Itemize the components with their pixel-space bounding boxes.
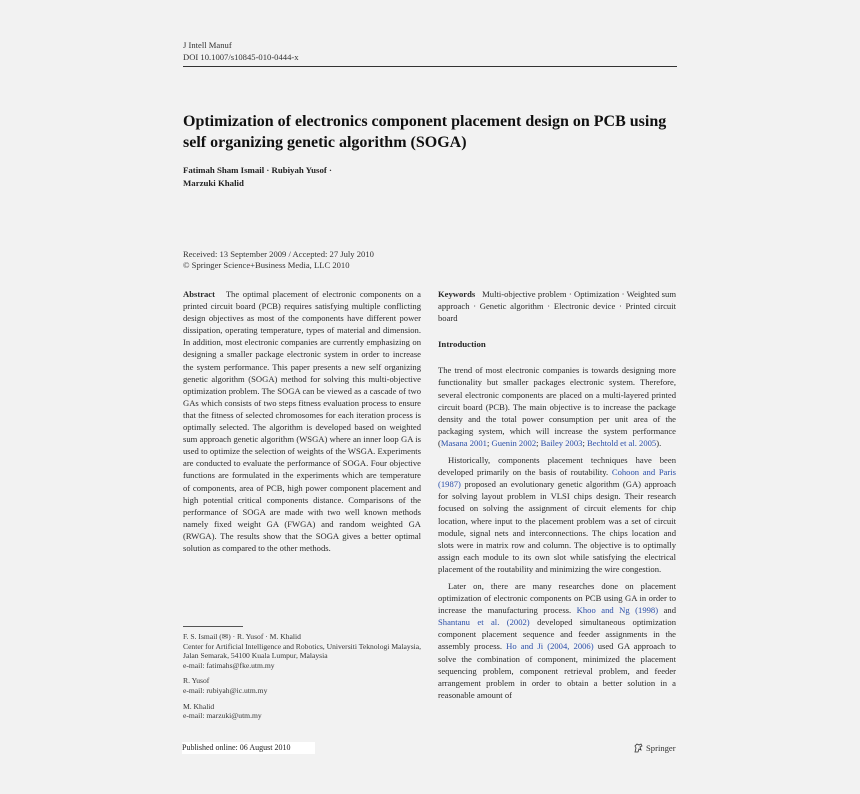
authors-line-2: Marzuki Khalid [183, 178, 244, 188]
publisher-name: Springer [646, 743, 676, 753]
affil-email-1: e-mail: fatimahs@fke.utm.my [183, 660, 275, 670]
affil-name-2: R. Yusof [183, 676, 210, 686]
affil-center: Center for Artificial Intelligence and Robotics, Universiti Teknologi Malaysia, Jalan Semarak, 54100 Kuala Lumpur, Malaysia [183, 641, 422, 661]
affiliations [183, 632, 428, 727]
citation-link[interactable]: Shantanu et al. (2002) [438, 617, 530, 628]
author-list [183, 164, 332, 190]
intro-paragraph-1: The trend of most electronic companies is towards designing more functionality but smaller packages electronic system. Therefore, several electronic components are placed on a multi-layered printed circuit board (PCB). The main objective is to increase the package density and the total power consumption per unit area of the packaging system, which will increase the system performance (Masana 2001; Guenin 2002; Bailey 2003; Bechtold et al. 2005). [438, 365, 676, 448]
publisher-mark [634, 742, 676, 754]
affil-email-2: e-mail: rubiyah@ic.utm.my [183, 685, 268, 695]
doi: DOI 10.1007/s10845-010-0444-x [183, 52, 299, 62]
keywords-label: Keywords [438, 289, 476, 299]
copyright: © Springer Science+Business Media, LLC 2010 [183, 260, 350, 270]
citation-link[interactable]: Bailey 2003 [540, 437, 583, 448]
abstract [183, 288, 421, 554]
received-accepted: Received: 13 September 2009 / Accepted: 27 July 2010 [183, 249, 374, 259]
intro-paragraph-2: Historically, components placement techniques have been developed primarily on the basis of routability. Cohoon and Paris (1987) proposed an evolutionary genetic algorithm (GA) approach for solving layout problem in VLSI chips design. Their research focused on solving the assignment of circuit elements for chip location, where input to the placement problem was a set of circuit module, signal nets and interconnections. The chips location and slots were in matrix row and column. The objective is to optimally assign each module to its own slot while satisfying the electrical placement of the routability and minimizing the wire congestion. [438, 455, 677, 574]
right-column [438, 288, 676, 706]
journal-name: J Intell Manuf [183, 40, 232, 50]
springer-horse-icon [634, 743, 643, 753]
keywords-text: Multi-objective problem · Optimization · Weighted sum approach · Genetic algorithm · Electronic device · Printed circuit board [438, 289, 676, 324]
citation-link[interactable]: Masana 2001 [440, 437, 487, 448]
publication-dates [183, 249, 374, 271]
citation-link[interactable]: Bechtold et al. 2005 [587, 437, 657, 448]
paper-title: Optimization of electronics component placement design on PCB using self organizing genetic algorithm (SOGA) [183, 113, 667, 151]
intro-paragraph-3: Later on, there are many researches done on placement optimization of electronic components on PCB using GA in order to increase the manufacturing process. Khoo and Ng (1998) and Shantanu et al. (2002) developed simultaneous optimization component placement sequence and feeder assignments in the assembly process. Ho and Ji (2004, 2006) used GA approach to solve the combination of component, minimized the placement sequencing problem, component retrieval problem, and feeder arrangement problem in order to obtain a better solution in a reasonable amount of [438, 580, 676, 700]
abstract-text: The optimal placement of electronic components on a printed circuit board (PCB) requires satisfying multiple conflicting design objectives as most of the components have different power dissipation, operating temperature, types of material and dimension. In addition, most electronic companies are currently emphasizing on designing a smaller package electronic system in order to increase the system performance. This paper presents a new self organizing genetic algorithm (SOGA) method for solving this multi-objective optimization problem. The SOGA can be viewed as a cascade of two GAs which consists of two steps fitness evaluation process to ensure that the fitness of selected chromosomes for each iteration process is optimally selected. The algorithm is developed based on weighted sum approach genetic algorithm (WSGA) where an inner loop GA is used to optimize the selection of weights of the WSGA. Experiments are conducted to evaluate the performance of SOGA. Four objective functions are formulated in the experiments which are temperature of components, area of PCB, high power component placement and high potential critical components distance. Comparisons of the performance of SOGA are made with two well known methods namely fixed weight GA (FWGA) and random weighted GA (RWGA). The results show that the SOGA gives a better optimal solution as compared to the other methods. [183, 289, 421, 553]
abstract-label: Abstract [183, 289, 215, 299]
citation-link[interactable]: Ho and Ji (2004, 2006) [506, 641, 594, 652]
affil-names: F. S. Ismail (✉) · R. Yusof · M. Khalid [183, 632, 301, 641]
citation-link[interactable]: Cohoon and Paris (1987) [438, 467, 677, 490]
citation-link[interactable]: Khoo and Ng (1998) [576, 605, 659, 616]
footnote-rule [183, 626, 243, 627]
authors-line-1: Fatimah Sham Ismail · Rubiyah Yusof · [183, 165, 332, 175]
affil-email-3: e-mail: marzuki@utm.my [183, 711, 262, 721]
affil-name-3: M. Khalid [183, 701, 215, 711]
keywords [438, 288, 676, 324]
published-online: Published online: 06 August 2010 [182, 742, 315, 754]
introduction-heading: Introduction [438, 339, 486, 350]
citation-link[interactable]: Guenin 2002 [491, 437, 537, 448]
header-rule [183, 66, 677, 67]
